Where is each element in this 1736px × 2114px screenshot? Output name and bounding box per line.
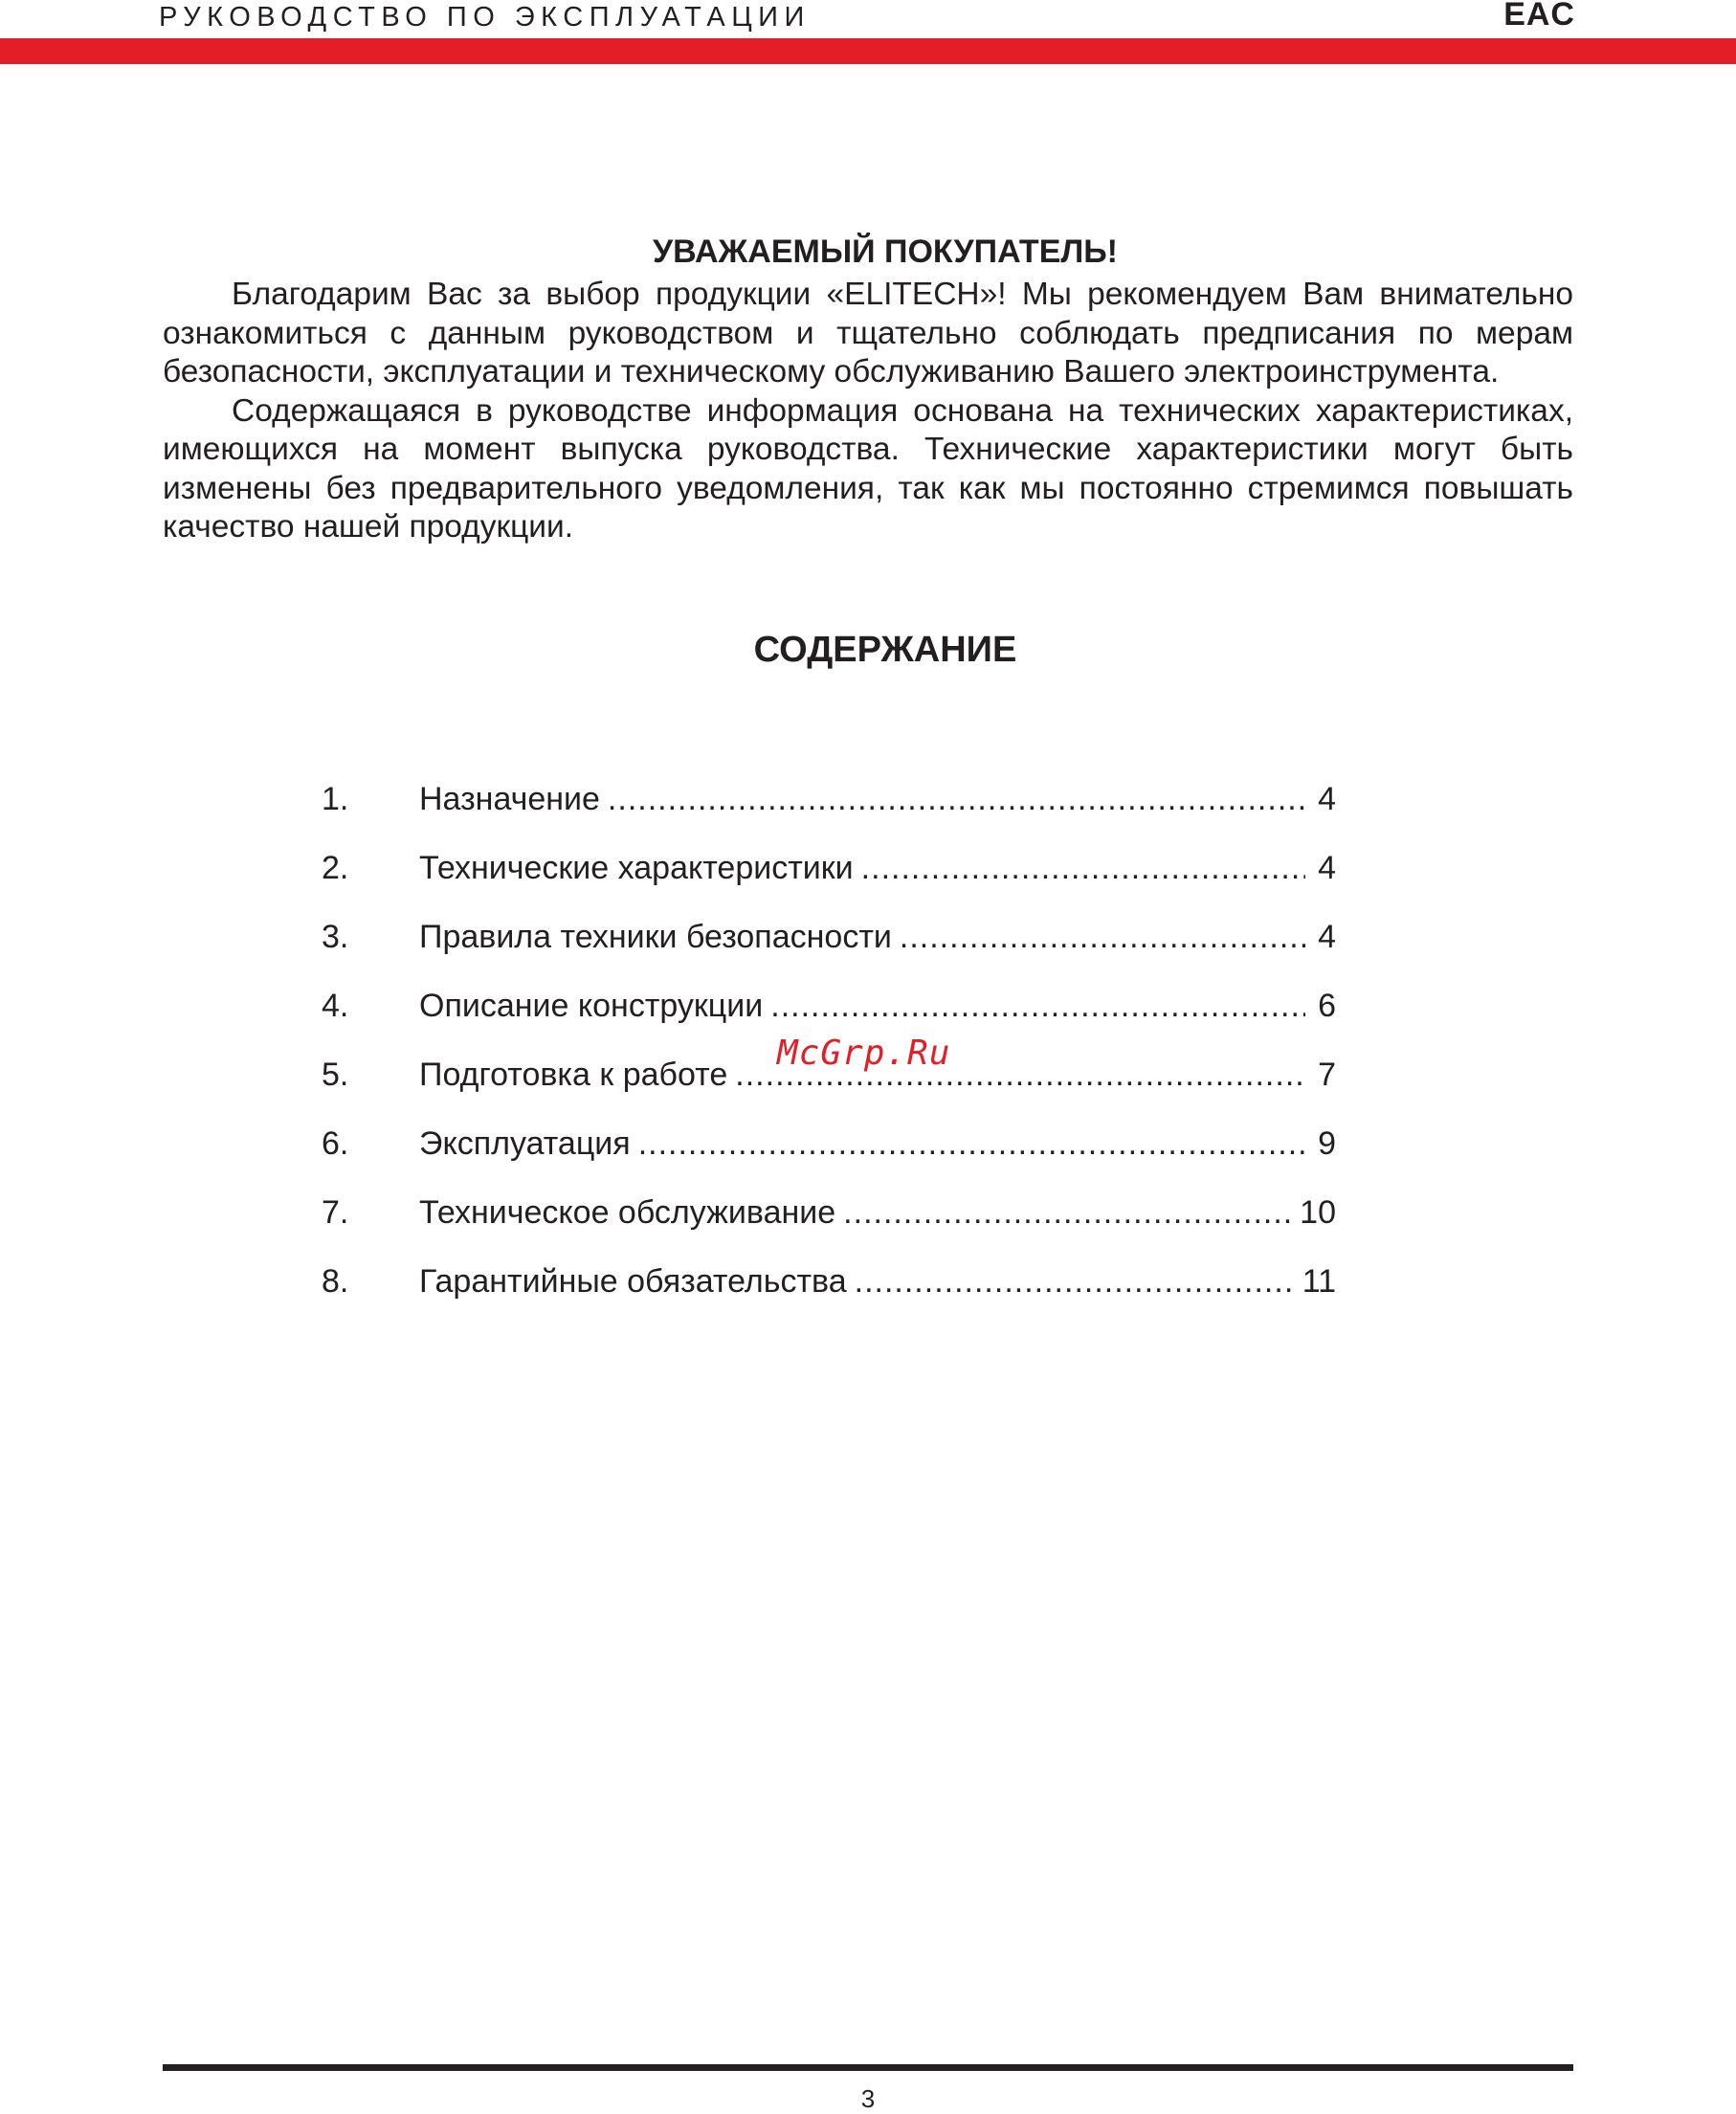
toc-item-label: Технические характеристики [419, 850, 854, 886]
toc-leader-dots [900, 913, 1305, 961]
toc-leader-dots [770, 982, 1305, 1030]
toc-item-page: 10 [1300, 1194, 1336, 1231]
toc-item[interactable] [322, 913, 1336, 982]
toc-item-label: Назначение [419, 781, 600, 817]
toc-item-label: Техническое обслуживание [419, 1194, 836, 1231]
header-red-bar [0, 38, 1736, 64]
toc-leader-dots [638, 1120, 1305, 1168]
toc-item-label: Правила техники безопасности [419, 919, 892, 955]
greeting-paragraph-1: Благодарим Вас за выбор продукции «ELITECH»! Мы рекомендуем Вам внимательно ознакомиться с данным руководством и тщательно соблюдать предписания по мерам безопасности, эксплуатации и техническому обслуживанию Вашего электроинструмента. [163, 277, 1573, 389]
contents-title: СОДЕРЖАНИЕ [753, 629, 1017, 670]
page-content [163, 228, 1573, 674]
toc-item-page: 6 [1318, 988, 1336, 1024]
toc-item-number: 4. [322, 988, 349, 1024]
toc-item-page: 7 [1318, 1057, 1336, 1093]
toc-item[interactable] [322, 1257, 1336, 1326]
toc-item-label: Подготовка к работе [419, 1057, 728, 1093]
toc-item-number: 1. [322, 781, 349, 817]
toc-item-number: 7. [322, 1194, 349, 1231]
toc-leader-dots [855, 1257, 1295, 1305]
header-title: РУКОВОДСТВО ПО ЭКСПЛУАТАЦИИ [159, 2, 811, 33]
toc-item-number: 2. [322, 850, 349, 886]
toc-item-number: 5. [322, 1057, 349, 1093]
toc-leader-dots [861, 844, 1305, 892]
toc-item-number: 3. [322, 919, 349, 955]
toc-item-page: 9 [1318, 1125, 1336, 1162]
toc-leader-dots [608, 775, 1305, 823]
toc-item-page: 4 [1318, 781, 1336, 817]
toc-item-number: 6. [322, 1125, 349, 1162]
watermark: McGrp.Ru [777, 1034, 951, 1073]
toc-item[interactable] [322, 1120, 1336, 1189]
toc-item[interactable] [322, 844, 1336, 913]
eac-mark: EAC [1503, 0, 1575, 33]
toc-item-label: Гарантийные обязательства [419, 1263, 847, 1300]
toc-item-page: 4 [1318, 919, 1336, 955]
toc-item[interactable] [322, 775, 1336, 844]
toc-item-number: 8. [322, 1263, 349, 1300]
toc-item-label: Описание конструкции [419, 988, 764, 1024]
greeting-paragraph-2: Содержащаяся в руководстве информация основана на технических характеристиках, имеющихся на момент выпуска руководства. Технические характеристики могут быть изменены без предварительного уведомления, так как мы постоянно стремимся повышать качество нашей продукции. [163, 392, 1573, 545]
toc-item-label: Эксплуатация [419, 1125, 631, 1162]
toc-leader-dots [843, 1189, 1292, 1236]
greeting-title: УВАЖАЕМЫЙ ПОКУПАТЕЛЬ! [652, 234, 1118, 270]
footer-rule [163, 2064, 1573, 2071]
toc-item-page: 11 [1302, 1263, 1336, 1300]
toc-item[interactable] [322, 1189, 1336, 1257]
toc-item-page: 4 [1318, 850, 1336, 886]
page-number: 3 [860, 2084, 876, 2113]
